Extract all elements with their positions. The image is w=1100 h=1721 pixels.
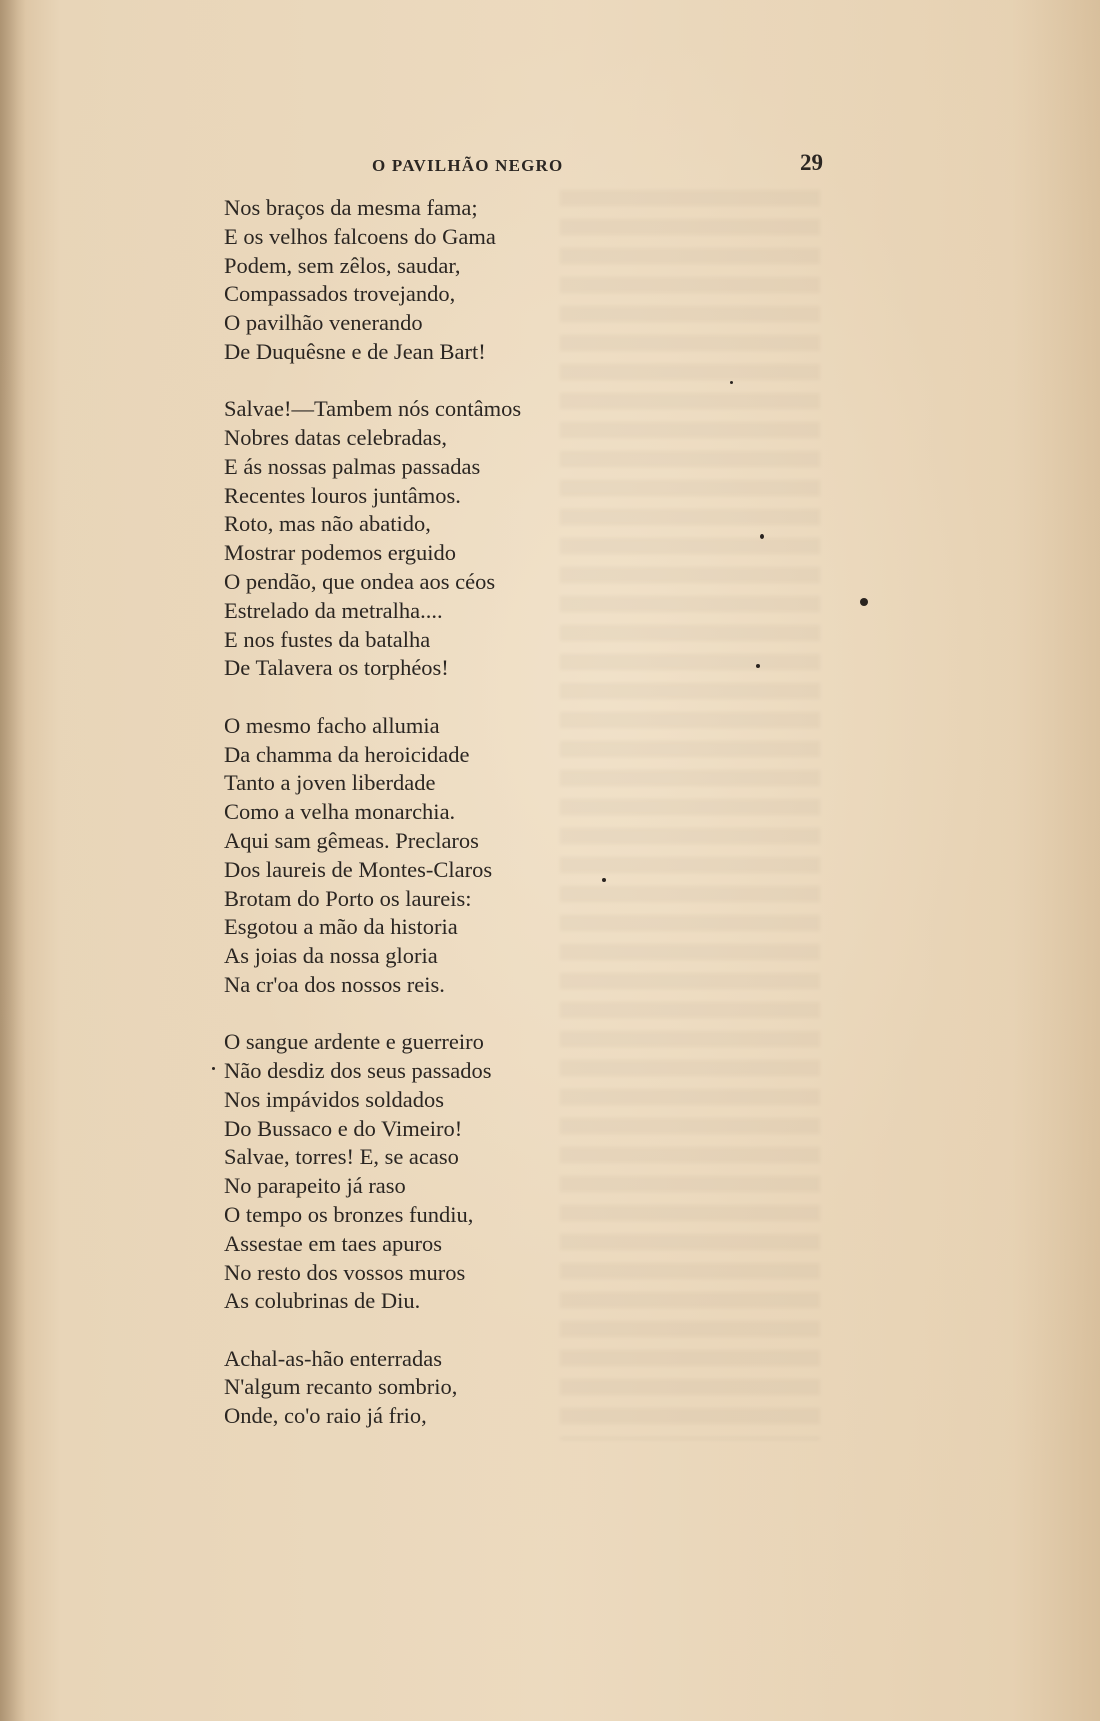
running-title: O PAVILHÃO NEGRO <box>372 156 564 175</box>
ink-speck <box>730 381 733 384</box>
verse-line: Esgotou a mão da historia <box>224 914 458 940</box>
verse-line: O mesmo facho allumia <box>224 712 440 738</box>
verse-line: De Duquêsne e de Jean Bart! <box>224 338 486 364</box>
verse-line: Do Bussaco e do Vimeiro! <box>224 1115 463 1141</box>
verse-line: E os velhos falcoens do Gama <box>224 223 496 249</box>
verse-line: O pendão, que ondea aos céos <box>224 569 496 595</box>
page-edge-shadow <box>0 0 26 1721</box>
verse-line: Salvae!—Tambem nós contâmos <box>224 396 522 422</box>
verse-line: E nos fustes da batalha <box>224 626 431 652</box>
verse-line: Não desdiz dos seus passados <box>224 1058 492 1084</box>
stanza <box>224 1028 824 1316</box>
verse-line: Brotam do Porto os laureis: <box>224 885 472 911</box>
verse-line: N'algum recanto sombrio, <box>224 1374 458 1400</box>
verse-line: Mostrar podemos erguido <box>224 540 457 566</box>
verse-line: Aqui sam gêmeas. Preclaros <box>224 827 479 853</box>
verse-line: O sangue ardente e guerreiro <box>224 1029 484 1055</box>
verse-line: Recentes louros juntâmos. <box>224 482 461 508</box>
verse-line: As joias da nossa gloria <box>224 943 438 969</box>
verse-line: Podem, sem zêlos, saudar, <box>224 252 461 278</box>
verse-line: As colubrinas de Diu. <box>224 1288 421 1314</box>
verse-line: Achal-as-hão enterradas <box>224 1345 443 1371</box>
poem-body <box>224 194 824 1460</box>
ink-speck <box>212 1067 215 1070</box>
verse-line: Nos impávidos soldados <box>224 1086 445 1112</box>
verse-line: No resto dos vossos muros <box>224 1259 466 1285</box>
verse-line: De Talavera os torphéos! <box>224 655 449 681</box>
ink-speck <box>602 878 606 882</box>
verse-line: Compassados trovejando, <box>224 281 456 307</box>
ink-speck <box>756 664 760 668</box>
verse-line: Nos braços da mesma fama; <box>224 195 478 220</box>
verse-line: O pavilhão venerando <box>224 310 423 336</box>
verse-line: Onde, co'o raio já frio, <box>224 1403 427 1429</box>
stanza <box>224 395 824 683</box>
verse-line: Nobres datas celebradas, <box>224 425 448 451</box>
verse-line: Assestae em taes apuros <box>224 1230 443 1256</box>
verse-line: No parapeito já raso <box>224 1173 406 1199</box>
stanza <box>224 1345 824 1431</box>
stanza <box>224 194 824 367</box>
verse-line: E ás nossas palmas passadas <box>224 453 481 479</box>
verse-line: Como a velha monarchia. <box>224 799 456 825</box>
verse-line: Dos laureis de Montes-Claros <box>224 856 493 882</box>
stanza <box>224 712 824 1000</box>
verse-line: Roto, mas não abatido, <box>224 511 431 537</box>
verse-line: O tempo os bronzes fundiu, <box>224 1202 474 1227</box>
verse-line: Salvae, torres! E, se acaso <box>224 1144 459 1170</box>
verse-line: Da chamma da heroicidade <box>224 741 470 767</box>
ink-speck <box>860 598 868 606</box>
verse-line: Na cr'oa dos nossos reis. <box>224 971 445 997</box>
verse-line: Tanto a joven liberdade <box>224 770 436 796</box>
verse-line: Estrelado da metralha.... <box>224 597 443 623</box>
page-number: 29 <box>800 150 823 175</box>
ink-speck <box>760 534 764 539</box>
